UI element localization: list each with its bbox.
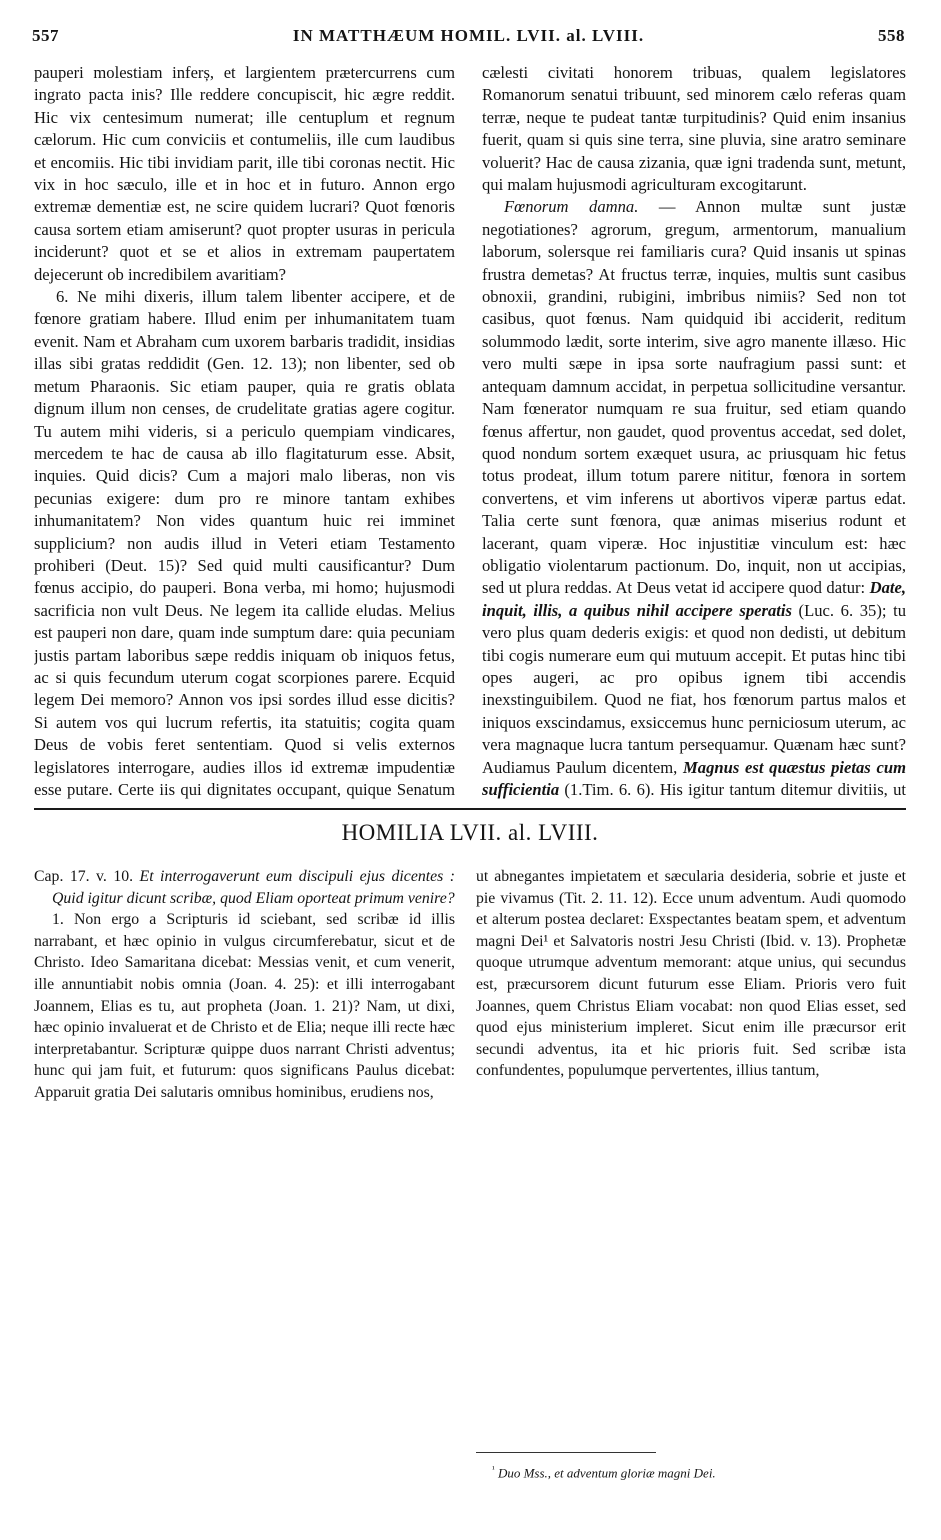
page-number-left: 557 bbox=[32, 26, 59, 45]
column-left-lower bbox=[34, 866, 455, 1496]
footnote-divider bbox=[476, 1452, 656, 1453]
scripture-quote: Date, inquit, illis, a quibus nihil accipere speratis bbox=[482, 578, 906, 620]
scripture-quote: Magnus est quæstus pietas cum sufficientia bbox=[482, 757, 906, 799]
paragraph: cælesti civitati honorem tribuas, qualem legislatores Romanorum senatui tribuunt, sed minorem cælo referas quam terræ, neque te pudeat tantæ turpitudinis? Quid enim insanius fuerit, quam si quis sine terra, sine pluvia, sine aratro seminare voluerit? Hac de causa zizania, quæ igni tradenda sunt, metunt, qui malam hujusmodi agriculturam excogitarunt. bbox=[482, 63, 906, 195]
footnote-text: Duo Mss., et adventum gloriæ magni Dei. bbox=[494, 1465, 716, 1481]
paragraph: 1. Non ergo a Scripturis id sciebant, sed scribæ id illis narrabant, et hæc opinio in vulgus circumferebatur, sicut et de Christo. Ideo Samaritana dicebat: Messias venit, et cum venerit, ille annuntiabit nobis omnia (Joan. 4. 25): et illi interrogabant Joannem, Elias es tu, aut propheta (Joan. 1. 21)? Nam, ut dixi, hæc opinio invaluerat et de Christo et de Elia; neque illi recte hæc interpretabantur. Scripturæ quippe duos narrant Christi adventus; hunc qui jam fuit, et futurum: quos significans Paulus dicebat: Apparuit gratia Dei salutaris omnibus hominibus, erudiens nos, bbox=[34, 911, 455, 1101]
footnote-mark: ¹ bbox=[492, 1464, 495, 1474]
paragraph-text: ; tu vero plus quam dederis exigis: et quod non dedisti, ut debitum tibi cogis numerare eum qui mutuum accepit. Et putas hinc tibi opes augeri, ac pro opibus ignem tibi accendis inexstinguibilem. Quod ne fiat, hos fœnorum partus malos et iniquos exscindamus, exsiccemus hunc perniciosum uterum, ac vera magnaque lucra tantum persequamur. Quænam hæc sunt? Audiamus Paulum dicentem, bbox=[482, 600, 906, 777]
paragraph-text: . His igitur tantum ditemur divitiis, ut bbox=[650, 780, 906, 799]
chapter-verse-heading bbox=[34, 866, 455, 909]
footnote bbox=[476, 1460, 922, 1482]
column-left-upper bbox=[34, 62, 455, 802]
column-right-lower bbox=[476, 866, 906, 1440]
running-title: IN MATTHÆUM HOMIL. LVII. al. LVIII. bbox=[292, 26, 645, 45]
chapter-reference: Cap. 17. v. 10. bbox=[34, 868, 134, 885]
running-head bbox=[32, 26, 905, 54]
page-number-right: 558 bbox=[877, 26, 905, 45]
paragraph: pauperi molestiam inferș, et largientem prætercurrens cum ingrato pacta inis? Ille reddere concupiscit, hic ægre reddit. Hic vix centesimum numerat; ille centuplum et regnum cælorum. Hic cum conviciis et contumeliis, ille cum laudibus et encomiis. Hic tibi invidiam parit, ille tibi coronas nectit. Hic vix in hoc sæculo, ille et in hoc et in futuro. Annon ergo extremæ dementiæ est, ne scire quidem lucrari? Quot fœnoris causa sortem etiam amiserunt? quot propter usuras in pericula inciderunt? quot et se et alios in extremam paupertatem dejecerunt ob incredibilem avaritiam? bbox=[34, 63, 455, 284]
scripture-reference: (1.Tim. 6. 6) bbox=[559, 780, 651, 799]
paragraph: 6. Ne mihi dixeris, illum talem libenter accipere, et de fœnore gratiam habere. Illud enim per inhumanitatem tuam evenit. Nam et Abraham cum uxorem barbaris tradidit, insidias illas sibi gratas reddidit (Gen. 12. 13); non libenter, sed ob metum Pharaonis. Sic etiam pauper, quia re gratis oblata dignum illum non censes, de crudelitate gratias agere cogitur. Tu autem mihi videris, si a periculo quempiam vindicares, mercedem te hac de causa ab illo flagitaturum esse. Absit, inquies. Quid dicis? Cum a majori malo liberas, non vis pecunias exigere: dum pro re minore tantam exhibes inhumanitatem? Non vides quantum huic rei imminet supplicium? non audis illud in Veteri etiam Testamento prohiberi (Deut. 15)? Sed quid multi causificantur? Dum fœnus accipio, do pauperi. Bona verba, mi homo; hujusmodi sacrificia non vult Deus. Ne legem ita callide eludas. Melius est pauperi non dare, quam inde sumptum dare: quia pecuniam justis partam laboribus sæpe reddis iniquam ob iniquos fetus, ac si quis fecundum uterum cogat scorpiones parere. Ecquid legem Dei memoro? Annon vos ipsi sordes illud esse dicitis? Si autem vos qui lucrum refertis, ita statuitis; cogita quam Deus de vobis feret sententiam. Quod si velis externos legislatores interrogare, audies illos id extremæ impudentiæ esse putare. Certe iis qui dignitates occupant, quique Senatum bbox=[34, 287, 455, 799]
scripture-reference: (Luc. 6. 35) bbox=[791, 600, 882, 620]
verse-text: Et interrogaverunt eum discipuli ejus dicentes : Quid igitur dicunt scribæ, quod Eliam oporteat primum venire? bbox=[52, 868, 455, 907]
section-heading: Fœnorum damna. bbox=[504, 197, 639, 217]
column-right-upper bbox=[482, 62, 906, 802]
paragraph: ut abnegantes impietatem et sæcularia desideria, sobrie et juste et pie vivamus (Tit. 2. 11. 12). Ecce unum adventum. Audi quomodo et alterum postea declaret: Exspectantes beatam spem, et adventum magni Dei¹ et Salvatoris nostri Jesu Christi (Ibid. v. 13). Prophetæ quoque utrumque adventum memorant: atque unius, qui secundus est, præcursorem dicunt futurum esse Eliam. Prioris vero fuit Joannes, quem Christus Eliam vocabat: non quod Elias esset, sed quod ejus ministerium impleret. Sicut enim ille præcursor erit secundi adventus, ita et hic prioris fuit. Sed scribæ ista confundentes, populumque pervertentes, illius tantum, bbox=[476, 868, 906, 1080]
homily-title: HOMILIA LVII. al. LVIII. bbox=[341, 820, 599, 845]
paragraph-text: — Annon multæ sunt justæ negotiationes? agrorum, gregum, armentorum, manualium laborum, solersque rei familiaris cura? Quid insanis ut spinas frustra demetas? At fructus terræ, inquies, multis sunt casibus obnoxii, grandini, rubigini, imbribus nimiis? Sed non tot casibus, quot fœnus. Nam quidquid ibi acciderit, reditum solummodo lædit, sorte interim, sive agro manente illæso. Hic vero multi sæpe in ipsa sorte naufragium passi sunt: et antequam damnum accidat, in perpetua sollicitudine versantur. Nam fœnerator numquam re sua fruitur, sed etiam quando fœnus affertur, non gaudet, quod proventus accedat, sed dolet, quod nondum sortem exæquet usura, ac priusquam hic fetus totus prodeat, illum totum parere nititur, fœnora in sortem convertens, et vim inferens ut abortivos viperæ partus edat. Talia certe sunt fœnora, quæ animas miserius rodunt et lacerant, quam viperæ. Hoc injustitiæ vinculum est: hæc obligatio violentarum pactionum. Do, inquit, non ut accipias, sed ut plura reddas. At Deus vetat id accipere quod datur: bbox=[482, 197, 906, 598]
paragraph bbox=[482, 196, 906, 802]
section-divider bbox=[34, 808, 906, 810]
